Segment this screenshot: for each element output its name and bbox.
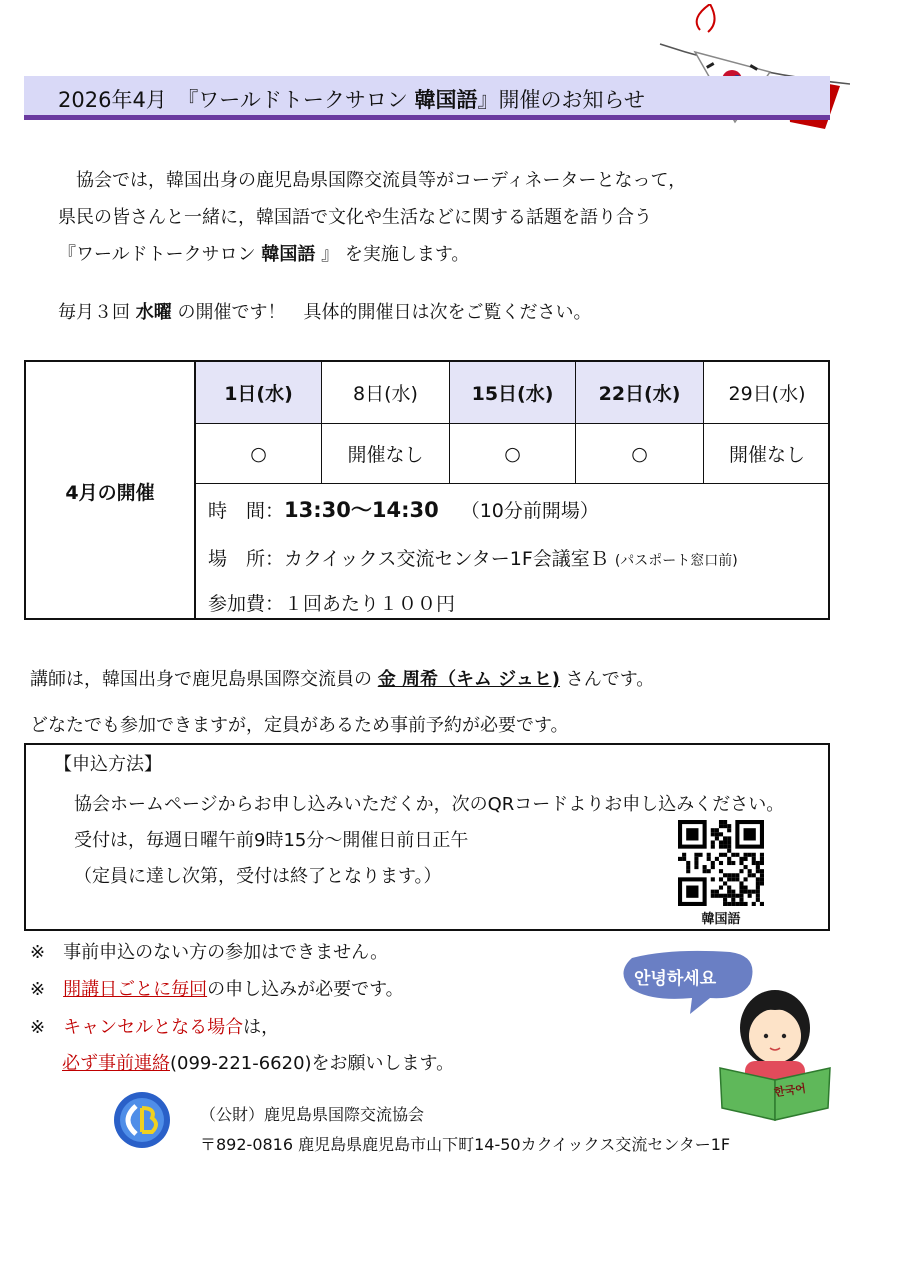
note-1: ※ 事前申込のない方の参加はできません。 (30, 942, 389, 963)
place-row: 場 所：カクイックス交流センター1F会議室Ｂ (パスポート窓口前) (208, 548, 738, 570)
schedule-date-cell: 8日(水) (322, 362, 450, 424)
monthly-schedule-text: 毎月３回 水曜 の開催です！ 具体的開催日は次をご覧ください。 (58, 302, 592, 323)
schedule-status-cell: ○ (576, 424, 704, 484)
schedule-status-cell: ○ (450, 424, 576, 484)
note-3: ※ キャンセルとなる場合は， (30, 1017, 280, 1038)
intro-line-3: 『ワールドトークサロン 韓国語 』 を実施します。 (58, 244, 470, 265)
organization-name: （公財）鹿児島県国際交流協会 (200, 1105, 425, 1124)
speech-bubble-text: 안녕하세요 (634, 969, 717, 989)
apply-line-2: 受付は，毎週日曜午前9時15分～開催日前日正午 (74, 830, 469, 851)
apply-heading: 【申込方法】 (54, 754, 162, 775)
schedule-status-cell: 開催なし (322, 424, 450, 484)
schedule-date-cell: 22日(水) (576, 362, 704, 424)
schedule-date-cell: 15日(水) (450, 362, 576, 424)
schedule-month-label: 4月の開催 (65, 482, 155, 504)
intro-line-2: 県民の皆さんと一緒に，韓国語で文化や生活などに関する話題を語り合う (58, 207, 652, 228)
note-4: 必ず事前連絡(099-221-6620)をお願いします。 (62, 1053, 455, 1074)
time-row: 時 間：13:30～14:30 （10分前開場） (208, 498, 599, 522)
page-title: 2026年4月 『ワールドトークサロン 韓国語』開催のお知らせ (58, 88, 645, 112)
qr-code-icon[interactable] (678, 820, 764, 906)
book-label: 한국어 (773, 1081, 807, 1100)
note-2: ※ 開講日ごとに毎回の申し込みが必要です。 (30, 979, 404, 1000)
fee-row: 参加費：１回あたり１００円 (208, 593, 456, 615)
instructor-text: 講師は，韓国出身で鹿児島県国際交流員の 金 周希（キム ジュヒ) さんです。 (30, 669, 655, 690)
schedule-date-cell: 29日(水) (704, 362, 830, 424)
schedule-date-cell: 1日(水) (196, 362, 322, 424)
reservation-text: どなたでも参加できますが，定員があるため事前予約が必要です。 (30, 715, 569, 736)
apply-line-3: （定員に達し次第，受付は終了となります。） (74, 866, 442, 887)
intro-line-1: 協会では，韓国出身の鹿児島県国際交流員等がコーディネーターとなって， (76, 170, 687, 191)
schedule-status-cell: 開催なし (704, 424, 830, 484)
organization-address: 〒892-0816 鹿児島県鹿児島市山下町14-50カクイックス交流センター1F (200, 1135, 731, 1154)
organization-logo-icon (112, 1090, 172, 1150)
apply-line-1: 協会ホームページからお申し込みいただくか，次のQRコードよりお申し込みください。 (74, 794, 785, 815)
schedule-status-cell: ○ (196, 424, 322, 484)
qr-caption: 韓国語 (701, 912, 741, 927)
